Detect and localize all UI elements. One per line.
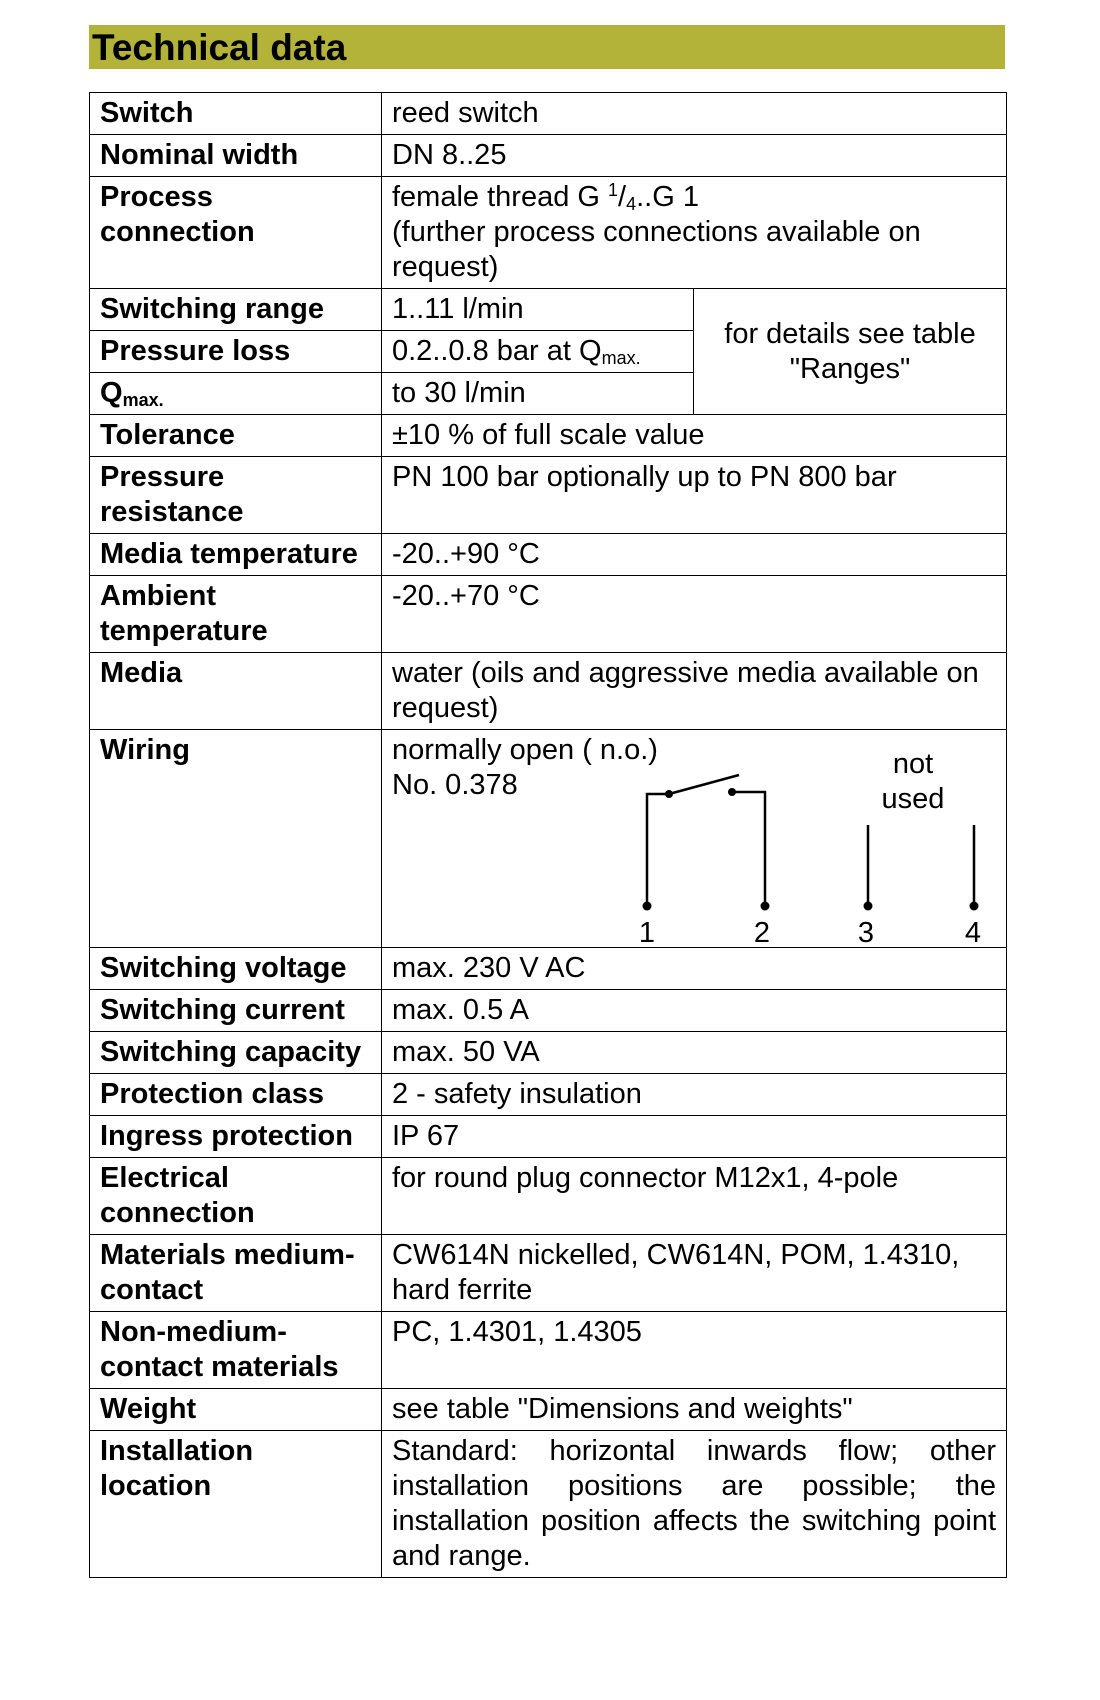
row-media [90, 653, 1007, 730]
row-ambient-temperature [90, 576, 1007, 653]
value-switching-range: 1..11 l/min [382, 289, 694, 331]
label-switch: Switch [90, 93, 382, 135]
label-installation-location: Installation location [90, 1431, 382, 1578]
value-pressure-resistance: PN 100 bar optionally up to PN 800 bar [382, 457, 1007, 534]
label-materials-medium-contact: Materials medium-contact [90, 1235, 382, 1312]
fraction-numerator: 1 [608, 180, 619, 200]
value-wiring [382, 730, 1007, 948]
value-protection-class: 2 - safety insulation [382, 1074, 1007, 1116]
section-header [89, 25, 1005, 69]
row-switching-voltage [90, 948, 1007, 990]
value-non-medium-contact: PC, 1.4301, 1.4305 [382, 1312, 1007, 1389]
label-pressure-resistance: Pressure resistance [90, 457, 382, 534]
wiring-number: No. 0.378 [392, 769, 518, 801]
value-switch: reed switch [382, 93, 1007, 135]
label-electrical-connection: Electrical connection [90, 1158, 382, 1235]
value-weight: see table "Dimensions and weights" [382, 1389, 1007, 1431]
pin-4-terminal [970, 902, 979, 911]
label-tolerance: Tolerance [90, 415, 382, 457]
qmax-letter: Q [100, 377, 123, 409]
fraction-denominator: 4 [626, 194, 637, 214]
label-ambient-temperature: Ambient temperature [90, 576, 382, 653]
not-used-label-line1: not [892, 748, 934, 780]
ranges-note: for details see table "Ranges" [694, 289, 1007, 415]
wiring-text [392, 733, 996, 803]
row-wiring [90, 730, 1007, 948]
thread-text: female thread G [392, 181, 608, 213]
value-electrical-connection: for round plug connector M12x1, 4-pole [382, 1158, 1007, 1235]
row-process-connection [90, 177, 1007, 289]
pin-2-terminal [761, 902, 770, 911]
pin-label-4: 4 [964, 917, 982, 947]
technical-data-table [89, 92, 1007, 1578]
label-non-medium-contact: Non-medium-contact materials [90, 1312, 382, 1389]
thread-range-end: ..G 1 [636, 181, 699, 213]
row-weight [90, 1389, 1007, 1431]
value-materials-medium-contact: CW614N nickelled, CW614N, POM, 1.4310, hard ferrite [382, 1235, 1007, 1312]
value-ambient-temperature: -20..+70 °C [382, 576, 1007, 653]
label-weight: Weight [90, 1389, 382, 1431]
qmax-label-subscript: max. [122, 390, 164, 410]
row-electrical-connection [90, 1158, 1007, 1235]
pin-3-terminal [864, 902, 873, 911]
label-qmax [90, 373, 382, 415]
not-used-label-line2: used [881, 783, 945, 815]
value-nominal-width: DN 8..25 [382, 135, 1007, 177]
value-ingress-protection: IP 67 [382, 1116, 1007, 1158]
label-wiring: Wiring [90, 730, 382, 948]
pin-2-line [732, 792, 765, 905]
row-installation-location [90, 1431, 1007, 1578]
pin-1-line [647, 794, 669, 905]
fraction-slash: / [618, 181, 627, 213]
qmax-subscript: max. [601, 348, 641, 368]
row-tolerance [90, 415, 1007, 457]
row-nominal-width [90, 135, 1007, 177]
row-protection-class [90, 1074, 1007, 1116]
value-installation-location: Standard: horizontal inwards flow; other installation positions are possible; the installation position affects the switching point and range. [382, 1431, 1007, 1578]
row-pressure-resistance [90, 457, 1007, 534]
section-title: Technical data [92, 27, 347, 68]
row-switching-capacity [90, 1032, 1007, 1074]
value-media: water (oils and aggressive media available on request) [382, 653, 1007, 730]
label-ingress-protection: Ingress protection [90, 1116, 382, 1158]
label-process-connection: Process connection [90, 177, 382, 289]
value-media-temperature: -20..+90 °C [382, 534, 1007, 576]
label-switching-range: Switching range [90, 289, 382, 331]
value-tolerance: ±10 % of full scale value [382, 415, 1007, 457]
label-media-temperature: Media temperature [90, 534, 382, 576]
row-non-medium-contact [90, 1312, 1007, 1389]
pin-label-1: 1 [638, 917, 656, 947]
label-switching-voltage: Switching voltage [90, 948, 382, 990]
process-connection-note: (further process connections available on request) [392, 216, 921, 283]
value-switching-capacity: max. 50 VA [382, 1032, 1007, 1074]
row-media-temperature [90, 534, 1007, 576]
value-pressure-loss [382, 331, 694, 373]
pin-label-3: 3 [857, 917, 875, 947]
value-switching-current: max. 0.5 A [382, 990, 1007, 1032]
label-switching-capacity: Switching capacity [90, 1032, 382, 1074]
pin-label-2: 2 [753, 917, 771, 947]
value-qmax: to 30 l/min [382, 373, 694, 415]
label-switching-current: Switching current [90, 990, 382, 1032]
row-materials-medium-contact [90, 1235, 1007, 1312]
row-switch [90, 93, 1007, 135]
label-pressure-loss: Pressure loss [90, 331, 382, 373]
value-process-connection [382, 177, 1007, 289]
label-protection-class: Protection class [90, 1074, 382, 1116]
pressure-loss-text: 0.2..0.8 bar at Q [392, 335, 602, 367]
wiring-type: normally open ( n.o.) [392, 734, 658, 766]
row-switching-range [90, 289, 1007, 331]
label-media: Media [90, 653, 382, 730]
row-switching-current [90, 990, 1007, 1032]
label-nominal-width: Nominal width [90, 135, 382, 177]
value-switching-voltage: max. 230 V AC [382, 948, 1007, 990]
pin-1-terminal [643, 902, 652, 911]
row-ingress-protection [90, 1116, 1007, 1158]
